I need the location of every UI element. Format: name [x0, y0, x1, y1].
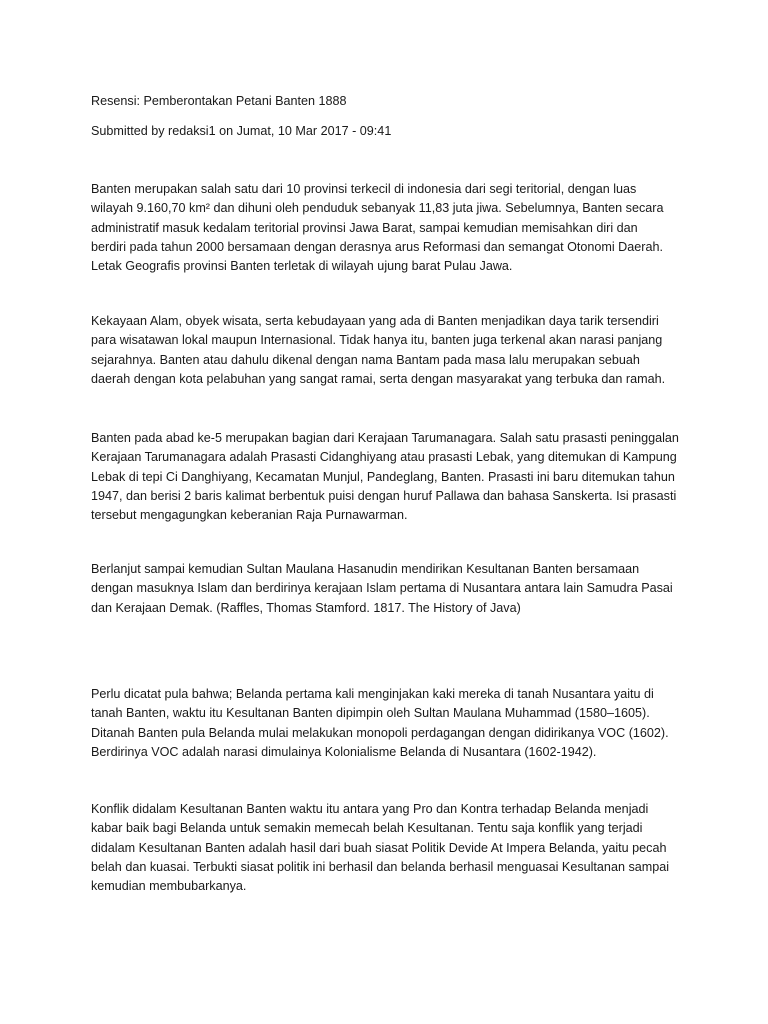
- paragraph-5: [91, 685, 669, 762]
- paragraph-2: [91, 312, 665, 389]
- paragraph-line: tersebut mengagungkan keberanian Raja Purnawarman.: [91, 508, 408, 523]
- paragraph-line: Banten pada abad ke-5 merupakan bagian dari Kerajaan Tarumanagara. Salah satu prasasti peninggalan: [91, 431, 679, 445]
- paragraph-line: Ditanah Banten pula Belanda mulai melakukan monopoli perdagangan dengan didirikanya VOC (1602).: [91, 725, 669, 740]
- paragraph-line: para wisatawan lokal maupun Internasional. Tidak hanya itu, banten juga terkenal akan narasi panjang: [91, 333, 663, 348]
- paragraph-line: Berdirinya VOC adalah narasi dimulainya Kolonialisme Belanda di Nusantara (1602-1942).: [91, 744, 597, 759]
- paragraph-line: daerah dengan kota pelabuhan yang sangat ramai, serta dengan masyarakat yang terbuka dan ramah.: [91, 371, 666, 386]
- paragraph-line: Kerajaan Tarumanagara adalah Prasasti Cidanghiyang atau prasasti Lebak, yang ditemukan di Kampung: [91, 450, 677, 465]
- paragraph-line: sejarahnya. Banten atau dahulu dikenal dengan nama Bantam pada masa lalu merupakan sebuah: [91, 352, 640, 367]
- paragraph-line: Berlanjut sampai kemudian Sultan Maulana Hasanudin mendirikan Kesultanan Banten bersamaan: [91, 562, 640, 576]
- paragraph-1: [91, 180, 663, 276]
- paragraph-4: [91, 560, 673, 618]
- paragraph-line: belah dan kuasai. Terbukti siasat politik ini berhasil dan belanda berhasil menguasai Kesultanan sampai: [91, 859, 670, 874]
- paragraph-line: dengan masuknya Islam dan berdirinya kerajaan Islam pertama di Nusantara antara lain Samudra Pasai: [91, 581, 673, 596]
- paragraph-line: tanah Banten, waktu itu Kesultanan Banten dipimpin oleh Sultan Maulana Muhammad (1580–1605).: [91, 706, 650, 721]
- paragraph-line: wilayah 9.160,70 km² dan dihuni oleh penduduk sebanyak 11,83 juta jiwa. Sebelumnya, Banten secara: [91, 201, 664, 216]
- paragraph-line: dan Kerajaan Demak. (Raffles, Thomas Stamford. 1817. The History of Java): [91, 600, 521, 615]
- paragraph-line: didalam Kesultanan Banten adalah hasil dari buah siasat Politik Devide At Impera Belanda, yaitu pecah: [91, 840, 667, 855]
- paragraph-line: kabar baik bagi Belanda untuk semakin memecah belah Kesultanan. Tentu saja konflik yang terjadi: [91, 821, 643, 836]
- paragraph-line: Lebak di tepi Ci Danghiyang, Kecamatan Munjul, Pandeglang, Banten. Prasasti ini baru ditemukan tahun: [91, 469, 675, 484]
- paragraph-line: berdiri pada tahun 2000 bersamaan dengan derasnya arus Reformasi dan semangat Otonomi Daerah.: [91, 239, 663, 254]
- paragraph-line: Letak Geografis provinsi Banten terletak di wilayah ujung barat Pulau Jawa.: [91, 259, 513, 274]
- paragraph-line: Perlu dicatat pula bahwa; Belanda pertama kali menginjakan kaki mereka di tanah Nusantara yaitu di: [91, 687, 654, 701]
- paragraph-line: Kekayaan Alam, obyek wisata, serta kebudayaan yang ada di Banten menjadikan daya tarik tersendiri: [91, 314, 659, 328]
- article-title: Resensi: Pemberontakan Petani Banten 1888: [91, 94, 347, 108]
- paragraph-line: Konflik didalam Kesultanan Banten waktu itu antara yang Pro dan Kontra terhadap Belanda menjadi: [91, 802, 649, 816]
- paragraph-line: kemudian membubarkanya.: [91, 879, 247, 894]
- paragraph-line: administratif masuk kedalam teritorial provinsi Jawa Barat, sampai kemudian memisahkan diri dan: [91, 220, 638, 235]
- submitted-info: Submitted by redaksi1 on Jumat, 10 Mar 2017 - 09:41: [91, 124, 392, 138]
- paragraph-line: 1947, dan berisi 2 baris kalimat berbentuk puisi dengan huruf Pallawa dan bahasa Sanskerta. Isi prasasti: [91, 488, 677, 503]
- paragraph-line: Banten merupakan salah satu dari 10 provinsi terkecil di indonesia dari segi teritorial, dengan luas: [91, 182, 637, 196]
- paragraph-6: [91, 800, 669, 896]
- paragraph-3: [91, 429, 679, 525]
